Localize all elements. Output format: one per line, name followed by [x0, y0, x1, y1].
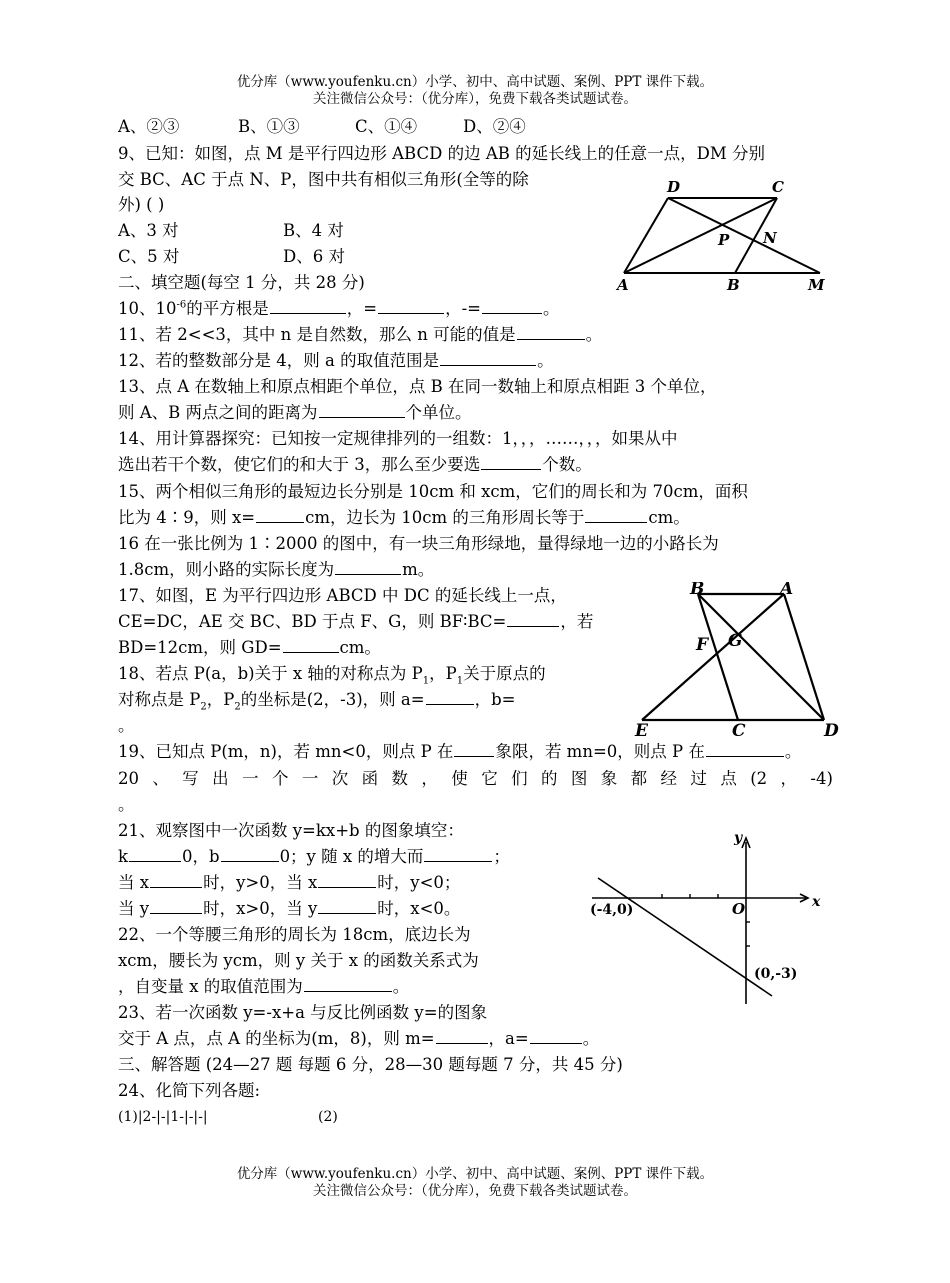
q20-char: 的	[540, 769, 558, 788]
fig2-label-b: B	[690, 582, 705, 599]
fig1-label-n: N	[763, 229, 777, 247]
q23-text-c: 。	[582, 1029, 600, 1048]
q18-text-a: 18、若点 P(a，b)关于 x 轴的对称点为 P	[118, 664, 423, 683]
q14-line-2	[118, 454, 592, 476]
q22-text-a: ，自变量 x 的取值范围为	[118, 977, 303, 996]
q17-text-a: CE=DC，AE 交 BC、BD 于点 F、G，则 BF∶BC=	[118, 612, 507, 631]
q20-char: 们	[511, 769, 528, 788]
q23-line-1: 23、若一次函数 y=-x+a 与反比例函数 y=的图象	[118, 1003, 488, 1022]
q20-char: 点	[720, 769, 737, 788]
q21-line-4	[118, 898, 460, 920]
q16-line-1: 16 在一张比例为 1∶2000 的图中，有一块三角形绿地，量得绿地一边的小路长为	[118, 534, 719, 553]
q12-blank[interactable]	[440, 350, 536, 366]
q19-text-a: 19、已知点 P(m，n)，若 mn<0，则点 P 在	[118, 742, 454, 761]
q18-text-d: 对称点是 P	[118, 690, 201, 709]
q18-sub-1: 1	[422, 675, 430, 687]
q8-option-a: A、②③	[118, 117, 180, 136]
q13-text-a: 则 A、B 两点之间的距离为	[118, 403, 318, 422]
q9-options-ab	[118, 220, 344, 242]
q18-line-1	[118, 663, 546, 685]
q9-option-a: A、3 对	[118, 221, 179, 240]
q20-char: 经	[660, 769, 678, 788]
q20-char: 出	[212, 769, 229, 788]
q24-line-2	[118, 1106, 338, 1128]
q16-text-a: 1.8cm，则小路的实际长度为	[118, 560, 335, 579]
q21-line-3	[118, 872, 460, 894]
q14-text-b: 个数。	[542, 455, 592, 474]
q24-line-1: 24、化简下列各题:	[118, 1081, 261, 1100]
q12-text-b: 。	[537, 351, 554, 370]
q9-option-b: B、4 对	[283, 221, 344, 240]
fig2-label-e: E	[635, 721, 648, 737]
q10-blank-2[interactable]	[378, 298, 444, 314]
q20-line-1	[118, 768, 833, 790]
q18-text-c: 关于原点的	[463, 664, 546, 683]
q21-text-l4b: 时，x>0，当 y	[203, 899, 318, 918]
q13-blank[interactable]	[319, 402, 405, 418]
q18-text-e: ，P	[206, 690, 235, 709]
q13-line-2	[118, 402, 472, 424]
q21-text-d: ；	[493, 847, 510, 866]
fig1-label-m: M	[808, 276, 825, 294]
q15-line-1: 15、两个相似三角形的最短边长分别是 10cm 和 xcm，它们的周长和为 70cm，面积	[118, 482, 748, 501]
header-line-1: 优分库（www.youfenku.cn）小学、初中、高中试题、案例、PPT 课件下载。	[236, 74, 714, 90]
q10-blank-3[interactable]	[482, 298, 542, 314]
fig1-label-a: A	[617, 276, 629, 294]
q20-char: ，	[421, 769, 438, 788]
q8-option-d: D、②④	[463, 117, 526, 136]
q20-char: 图	[570, 769, 588, 788]
q21-blank-y2[interactable]	[318, 898, 376, 914]
q21-text-l4a: 当 y	[118, 899, 150, 918]
q21-text-k: k	[118, 847, 128, 866]
q21-text-b: 0，b	[182, 847, 220, 866]
q20-char: 都	[630, 769, 648, 788]
q21-text-l4c: 时，x<0。	[377, 899, 461, 918]
q22-line-2: xcm，腰长为 ycm，则 y 关于 x 的函数关系式为	[118, 951, 479, 970]
q14-text-a: 选出若干个数，使它们的和大于 3，那么至少要选	[118, 455, 481, 474]
q14-blank[interactable]	[481, 454, 541, 470]
q18-sub-2: 1	[456, 675, 464, 687]
q15-text-b: cm，边长为 10cm 的三角形周长等于	[305, 508, 585, 527]
fig3-label-point-a: (-4,0)	[590, 902, 634, 918]
section-2-title: 二、填空题(每空 1 分，共 28 分)	[118, 273, 365, 292]
q20-char: 、	[152, 769, 169, 788]
q9-line-3: 外) ( )	[118, 195, 165, 214]
q16-text-b: m。	[402, 560, 435, 579]
fig2-label-a: A	[780, 582, 794, 599]
q10-text-a: 10、10	[118, 299, 177, 318]
q15-text-c: cm。	[648, 508, 690, 527]
q9-line-2: 交 BC、AC 于点 N、P，图中共有相似三角形(全等的除	[118, 170, 529, 189]
q17-blank-1[interactable]	[507, 611, 559, 627]
q17-text-c: BD=12cm，则 GD=	[118, 638, 282, 657]
fig3-label-origin: O	[732, 900, 746, 918]
q12-text-a: 12、若的整数部分是 4，则 a 的取值范围是	[118, 351, 440, 370]
q20-char: 一	[301, 769, 319, 788]
fig1-label-c: C	[772, 178, 784, 196]
q20-char: 使	[451, 769, 468, 788]
q21-text-l3c: 时，y<0；	[377, 873, 461, 892]
q17-blank-2[interactable]	[283, 637, 339, 653]
q23-text-a: 交于 A 点，点 A 的坐标为(m，8)，则 m=	[118, 1029, 435, 1048]
q18-blank-a[interactable]	[426, 689, 474, 705]
q20-char: 函	[361, 769, 379, 788]
page-footer	[0, 1166, 950, 1200]
q24-part-1: (1)|2-|-|1-|-|-|	[118, 1109, 208, 1125]
q10-blank-1[interactable]	[270, 298, 346, 314]
q17-line-3	[118, 637, 381, 659]
q23-text-b: ，a=	[488, 1029, 529, 1048]
q22-line-1: 22、一个等腰三角形的周长为 18cm，底边长为	[118, 925, 471, 944]
q10-exponent: -6	[176, 299, 187, 311]
q8-option-b: B、①③	[238, 117, 300, 136]
figure-linear-function	[588, 826, 828, 1006]
q20-char: 象	[600, 769, 618, 788]
fig3-label-point-b: (0,-3)	[754, 966, 798, 982]
q21-blank-x1[interactable]	[150, 872, 202, 888]
q12	[118, 350, 554, 372]
q18-sub-3: 2	[200, 701, 207, 713]
q10-text-e: 。	[542, 299, 560, 318]
q21-blank-y1[interactable]	[150, 898, 202, 914]
q20-char: ，	[780, 769, 798, 788]
q18-line-2	[118, 689, 515, 711]
q21-line-2	[118, 846, 510, 868]
q19-text-c: 。	[784, 742, 802, 761]
footer-line-1: 优分库（www.youfenku.cn）小学、初中、高中试题、案例、PPT 课件下载。	[236, 1166, 714, 1182]
fig1-label-d: D	[667, 178, 681, 196]
q23-blank-a[interactable]	[530, 1028, 582, 1044]
q18-text-g: ，b=	[474, 690, 516, 709]
fig2-label-g: G	[728, 631, 743, 651]
q23-line-2	[118, 1028, 599, 1050]
q9-option-d: D、6 对	[283, 247, 345, 266]
q19-text-b: 象限，若 mn=0，则点 P 在	[495, 742, 705, 761]
q17-text-b: ，若	[560, 612, 594, 631]
footer-line-2: 关注微信公众号：（优分库），免费下载各类试题试卷。	[313, 1183, 637, 1199]
q21-blank-trend[interactable]	[424, 846, 492, 862]
q10-text-c: ，=	[346, 299, 378, 318]
q22-blank[interactable]	[304, 976, 392, 992]
q11-text-b: 。	[585, 325, 603, 344]
q17-text-d: cm。	[339, 638, 381, 657]
q21-text-l3a: 当 x	[118, 873, 150, 892]
q22-line-3	[118, 976, 409, 998]
q9-line-1: 9、已知：如图，点 M 是平行四边形 ABCD 的边 AB 的延长线上的任意一点，DM 分别	[118, 144, 765, 163]
q8-option-c: C、①④	[355, 117, 418, 136]
q16-line-2	[118, 559, 434, 581]
q14-line-1: 14、用计算器探究：已知按一定规律排列的一组数：1，，，……，，，如果从中	[118, 429, 678, 448]
fig3-label-x: x	[812, 894, 821, 910]
q13-line-1: 13、点 A 在数轴上和原点相距个单位，点 B 在同一数轴上和原点相距 3 个单位，	[118, 377, 717, 396]
q20-char: 次	[331, 769, 349, 788]
q19	[118, 741, 801, 763]
q19-blank-1[interactable]	[454, 741, 494, 757]
section-3-title: 三、解答题 (24—27 题 每题 6 分，28—30 题每题 7 分，共 45 分)	[118, 1055, 623, 1074]
q11	[118, 324, 602, 346]
q15-text-a: 比为 4∶9，则 x=	[118, 508, 256, 527]
q13-text-b: 个单位。	[405, 403, 472, 422]
figure-parallelogram-abcd-m	[612, 178, 832, 296]
page-header	[0, 74, 950, 108]
q18-text-b: ，P	[429, 664, 457, 683]
q21-text-c: 0；y 随 x 的增大而	[279, 847, 424, 866]
q21-blank-x2[interactable]	[318, 872, 376, 888]
q20-end: 。	[118, 795, 135, 814]
fig2-label-f: F	[696, 635, 709, 655]
fig1-label-p: P	[718, 231, 730, 249]
q9-option-c: C、5 对	[118, 247, 180, 266]
q10-text-d: ，-=	[445, 299, 481, 318]
q18-end: 。	[118, 716, 135, 735]
q24-part-2: (2)	[318, 1109, 338, 1125]
q20-char: 写	[182, 769, 199, 788]
q20-char: 个	[271, 769, 289, 788]
q21-text-l3b: 时，y>0，当 x	[203, 873, 318, 892]
fig1-label-b: B	[727, 276, 740, 294]
q15-blank-2[interactable]	[585, 507, 647, 523]
q21-blank-k[interactable]	[129, 846, 181, 862]
q10	[118, 298, 559, 320]
q20-char: 它	[481, 769, 498, 788]
q11-blank[interactable]	[517, 324, 585, 340]
q15-blank-1[interactable]	[256, 507, 304, 523]
q21-blank-b[interactable]	[221, 846, 279, 862]
fig2-label-c: C	[732, 721, 746, 737]
q10-text-b: 的平方根是	[186, 299, 269, 318]
fig2-label-d: D	[824, 721, 839, 737]
q23-blank-m[interactable]	[436, 1028, 488, 1044]
q11-text-a: 11、若 2<<3，其中 n 是自然数，那么 n 可能的值是	[118, 325, 516, 344]
q21-line-1: 21、观察图中一次函数 y=kx+b 的图象填空：	[118, 821, 464, 840]
q20-char: 数	[391, 769, 409, 788]
q20-char: 一	[242, 769, 259, 788]
q20-char: (2	[750, 769, 768, 788]
q20-char: 过	[690, 769, 707, 788]
q17-line-1: 17、如图，E 为平行四边形 ABCD 中 DC 的延长线上一点，	[118, 586, 567, 605]
figure-parallelogram-e	[632, 582, 847, 737]
q18-sub-4: 2	[234, 701, 241, 713]
q15-line-2	[118, 507, 690, 529]
q9-options-cd	[118, 246, 345, 268]
header-line-2: 关注微信公众号：（优分库），免费下载各类试题试卷。	[313, 91, 637, 107]
fig3-label-y: y	[734, 830, 743, 846]
q20-char: 20	[118, 769, 139, 788]
q22-text-b: 。	[392, 977, 410, 996]
q16-blank[interactable]	[335, 559, 401, 575]
q8-options	[118, 116, 526, 138]
q17-line-2	[118, 611, 593, 633]
q18-text-f: 的坐标是(2，-3)，则 a=	[240, 690, 425, 709]
q19-blank-2[interactable]	[706, 741, 784, 757]
q20-char: -4)	[810, 769, 833, 788]
